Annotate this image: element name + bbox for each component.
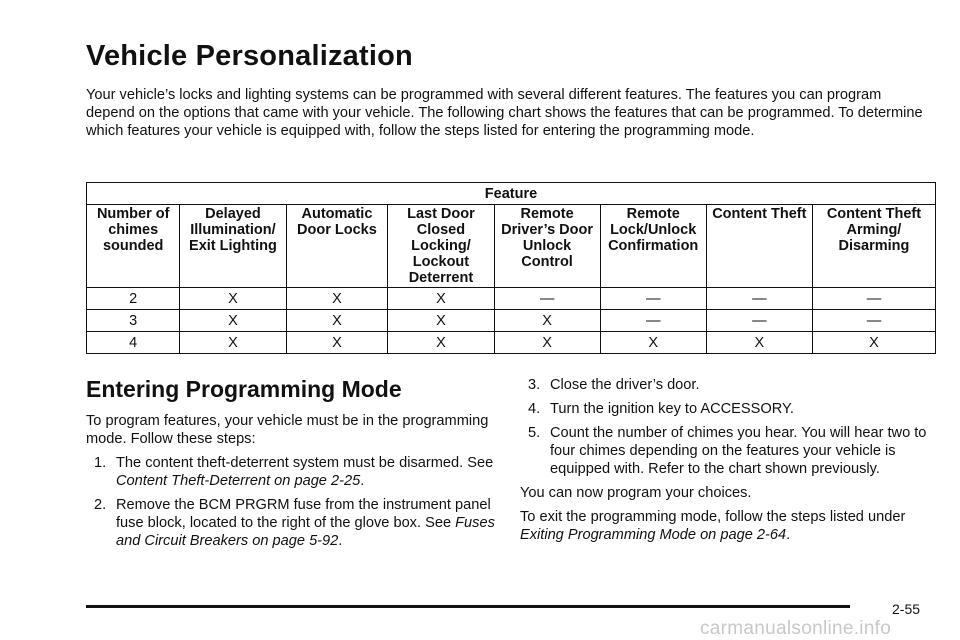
step-text: The content theft-deterrent system must be disarmed. See [116, 455, 494, 471]
table-cell: X [388, 332, 494, 354]
table-cell: — [706, 310, 812, 332]
list-item [520, 400, 940, 418]
exit-tail: . [786, 527, 791, 543]
table-cell: — [812, 310, 935, 332]
table-cell: X [180, 288, 286, 310]
step-text: Remove the BCM PRGRM fuse from the instrument panel fuse block, located to the right of the glove box. See [116, 497, 491, 531]
table-cell: — [706, 288, 812, 310]
footer-rule [86, 605, 850, 608]
step-tail: . [338, 533, 343, 549]
table-cell: X [286, 310, 388, 332]
watermark: carmanualsonline.info [700, 618, 892, 639]
list-item [86, 454, 496, 490]
table-cell: X [494, 332, 600, 354]
table-cell: — [600, 310, 706, 332]
step-tail: . [360, 473, 365, 489]
column-header-delayed-illumination: Delayed Illumination/ Exit Lighting [180, 205, 286, 288]
cross-reference: Content Theft-Deterrent on page 2-25 [116, 473, 361, 489]
step-text: Close the driver’s door. [550, 377, 700, 393]
table-cell: X [706, 332, 812, 354]
intro-paragraph: Your vehicle’s locks and lighting systems can be programmed with several different features. The features you can program depend on the options that came with your vehicle. The following chart shows the features that can be programmed. To determine which features your vehicle is equipped with, follow the steps listed for entering the programming mode. [86, 87, 923, 139]
column-header-last-door-closed-locking: Last Door Closed Locking/ Lockout Deterrent [388, 205, 494, 288]
page-title: Vehicle Personalization [86, 40, 413, 72]
section-intro: To program features, your vehicle must be in the programming mode. Follow these steps: [86, 413, 489, 447]
table-cell: X [286, 288, 388, 310]
table-cell: 3 [87, 310, 180, 332]
table-cell: X [494, 310, 600, 332]
table-cell: — [812, 288, 935, 310]
steps-list-right [520, 376, 940, 478]
right-column [520, 376, 940, 550]
column-header-remote-lock-unlock-confirmation: Remote Lock/Unlock Confirmation [600, 205, 706, 288]
table-cell: 2 [87, 288, 180, 310]
table-cell: 4 [87, 332, 180, 354]
exit-text: To exit the programming mode, follow the steps listed under [520, 509, 906, 525]
column-header-content-theft-arming: Content Theft Arming/ Disarming [812, 205, 935, 288]
table-cell: X [600, 332, 706, 354]
table-cell: X [388, 288, 494, 310]
table-row [87, 288, 936, 310]
table-cell: X [180, 332, 286, 354]
column-header-remote-drivers-door-unlock: Remote Driver’s Door Unlock Control [494, 205, 600, 288]
table-cell: X [286, 332, 388, 354]
list-item [86, 496, 496, 550]
table-cell: X [812, 332, 935, 354]
step-number: 3. [528, 377, 541, 393]
exit-paragraph [520, 508, 940, 544]
column-header-automatic-door-locks: Automatic Door Locks [286, 205, 388, 288]
step-number: 4. [528, 401, 541, 417]
cross-reference: Fuses and Circuit Breakers on page 5-92 [116, 515, 495, 549]
feature-table [86, 182, 936, 354]
table-cell: X [180, 310, 286, 332]
step-number: 5. [528, 425, 541, 441]
table-row [87, 310, 936, 332]
section-heading: Entering Programming Mode [86, 376, 402, 402]
left-column [86, 376, 496, 556]
table-cell: — [600, 288, 706, 310]
feature-group-header: Feature [87, 183, 936, 205]
step-text: Turn the ignition key to ACCESSORY. [550, 401, 794, 417]
cross-reference: Exiting Programming Mode on page 2-64 [520, 527, 787, 543]
column-header-content-theft: Content Theft [706, 205, 812, 288]
table-row [87, 332, 936, 354]
step-text: Count the number of chimes you hear. You will hear two to four chimes depending on the features your vehicle is equipped with. Refer to the chart shown previously. [550, 425, 927, 477]
closing-paragraph: You can now program your choices. [520, 485, 752, 501]
column-header-chimes: Number of chimes sounded [87, 205, 180, 288]
table-cell: X [388, 310, 494, 332]
step-number: 1. [94, 455, 107, 471]
list-item [520, 376, 940, 394]
steps-list-left [86, 454, 496, 550]
list-item [520, 424, 940, 478]
page-number: 2-55 [892, 601, 921, 617]
table-cell: — [494, 288, 600, 310]
table-column-header-row [87, 205, 936, 288]
table-group-header-row [87, 183, 936, 205]
step-number: 2. [94, 497, 107, 513]
